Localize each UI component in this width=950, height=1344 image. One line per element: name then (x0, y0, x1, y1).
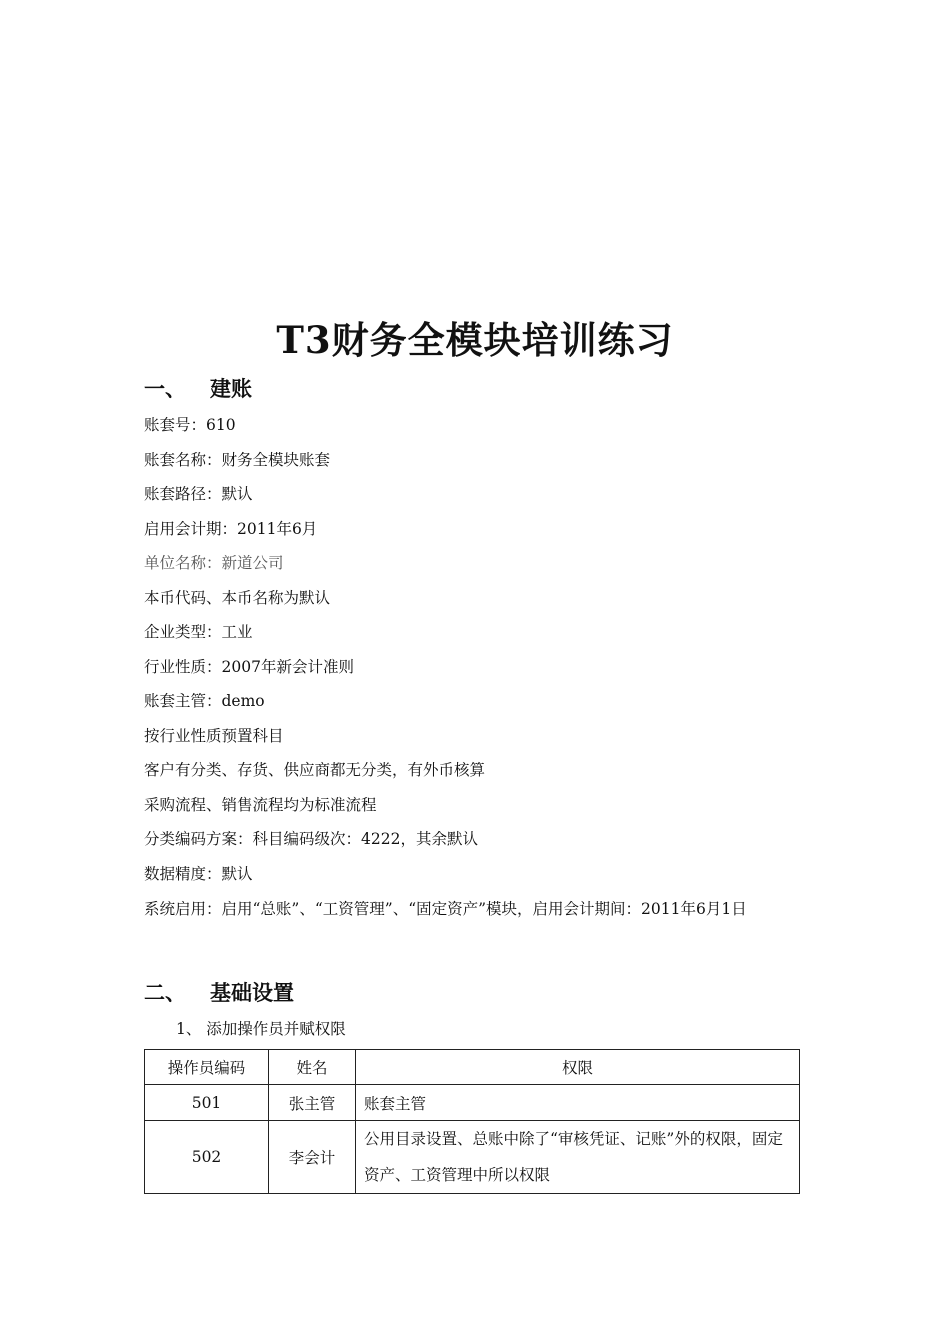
setting-line: 账套主管：demo (144, 692, 265, 710)
setting-line: 分类编码方案：科目编码级次：4222，其余默认 (144, 830, 478, 848)
setting-line: 企业类型：工业 (144, 623, 253, 641)
setting-line: 账套路径：默认 (144, 485, 253, 503)
section-title: 建账 (210, 377, 252, 401)
setting-line: 账套名称：财务全模块账套 (144, 450, 331, 469)
setting-line: 账套号：610 (144, 416, 236, 434)
cell-permissions: 账套主管 (356, 1085, 800, 1121)
setting-line: 客户有分类、存货、供应商都无分类，有外币核算 (144, 761, 486, 779)
setting-line: 数据精度：默认 (144, 864, 253, 883)
setting-line: 采购流程、销售流程均为标准流程 (144, 795, 377, 814)
cell-operator-code: 501 (145, 1085, 269, 1121)
setting-line: 系统启用：启用“总账”、“工资管理”、“固定资产”模块，启用会计期间：2011年6月1日 (144, 900, 747, 918)
setting-line: 启用会计期：2011年6月 (144, 519, 318, 538)
section-heading-1 (144, 374, 252, 404)
header-name: 姓名 (269, 1050, 356, 1085)
section-number: 一、 (144, 377, 186, 401)
setting-line: 本币代码、本币名称为默认 (144, 588, 331, 607)
setting-line: 按行业性质预置科目 (144, 726, 284, 745)
header-operator-code: 操作员编码 (145, 1050, 269, 1085)
header-permissions: 权限 (356, 1050, 800, 1085)
account-setup-details (144, 408, 814, 927)
table-row (145, 1121, 800, 1194)
section-number: 二、 (144, 981, 186, 1005)
cell-permissions: 公用目录设置、总账中除了“审核凭证、记账”外的权限，固定资产、工资管理中所以权限 (356, 1121, 800, 1194)
sub-heading: 1、 添加操作员并赋权限 (176, 1020, 346, 1038)
document-title: T3财务全模块培训练习 (276, 318, 674, 362)
section-heading-2 (144, 978, 294, 1008)
cell-name: 张主管 (269, 1085, 356, 1121)
section-title: 基础设置 (210, 981, 294, 1005)
setting-line: 行业性质：2007年新会计准则 (144, 657, 354, 676)
table-row (145, 1085, 800, 1121)
cell-name: 李会计 (269, 1121, 356, 1194)
table-header-row (145, 1050, 800, 1085)
cell-operator-code: 502 (145, 1121, 269, 1194)
operator-permissions-table (144, 1049, 800, 1194)
setting-line: 单位名称：新道公司 (144, 554, 284, 572)
